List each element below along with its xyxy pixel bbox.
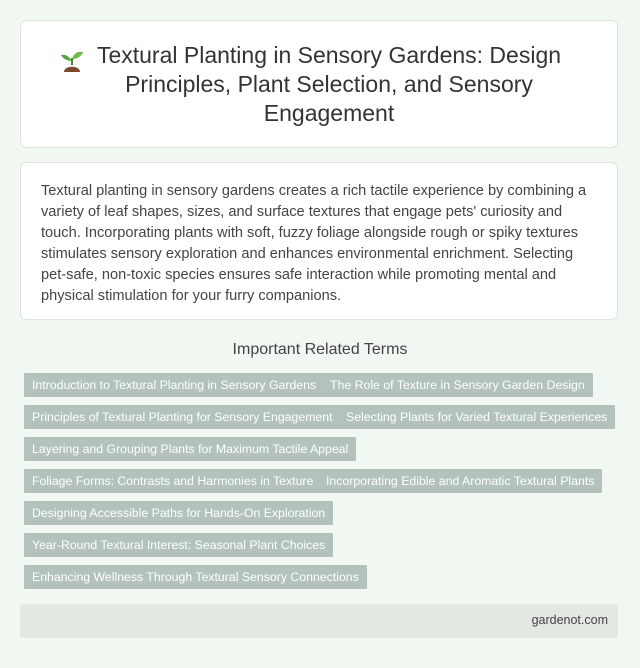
related-term-tag[interactable]: Layering and Grouping Plants for Maximum Tactile Appeal bbox=[24, 437, 356, 461]
intro-card bbox=[20, 162, 618, 320]
footer-site-link[interactable]: gardenot.com bbox=[531, 613, 608, 627]
related-term-tag[interactable]: Enhancing Wellness Through Textural Sensory Connections bbox=[24, 565, 367, 589]
related-term-tag[interactable]: Designing Accessible Paths for Hands-On Exploration bbox=[24, 501, 333, 525]
header-card bbox=[20, 20, 618, 148]
related-term-tag[interactable]: Incorporating Edible and Aromatic Textural Plants bbox=[318, 469, 602, 493]
related-term-tag[interactable]: The Role of Texture in Sensory Garden Design bbox=[322, 373, 593, 397]
footer bbox=[20, 604, 618, 638]
intro-text: Textural planting in sensory gardens creates a rich tactile experience by combining a variety of leaf shapes, sizes, and surface textures that engage pets' curiosity and touch. Incorporating plants with soft, fuzzy foliage alongside rough or spiky textures stimulates sensory exploration and enhances environmental enrichment. Selecting pet-safe, non-toxic species ensures safe interaction while promoting mental and physical stimulation for your furry companions. bbox=[41, 183, 587, 304]
page-title: Textural Planting in Sensory Gardens: Design Principles, Plant Selection, and Sensory Engagement bbox=[96, 42, 562, 126]
related-terms-heading: Important Related Terms bbox=[232, 341, 408, 358]
related-term-tag[interactable]: Year-Round Textural Interest: Seasonal Plant Choices bbox=[24, 533, 333, 557]
related-term-tag[interactable]: Selecting Plants for Varied Textural Experiences bbox=[338, 405, 615, 429]
related-term-tag[interactable]: Foliage Forms: Contrasts and Harmonies in Texture bbox=[24, 469, 321, 493]
related-term-tag[interactable]: Principles of Textural Planting for Sensory Engagement bbox=[24, 405, 341, 429]
related-term-tag[interactable]: Introduction to Textural Planting in Sensory Gardens bbox=[24, 373, 324, 397]
